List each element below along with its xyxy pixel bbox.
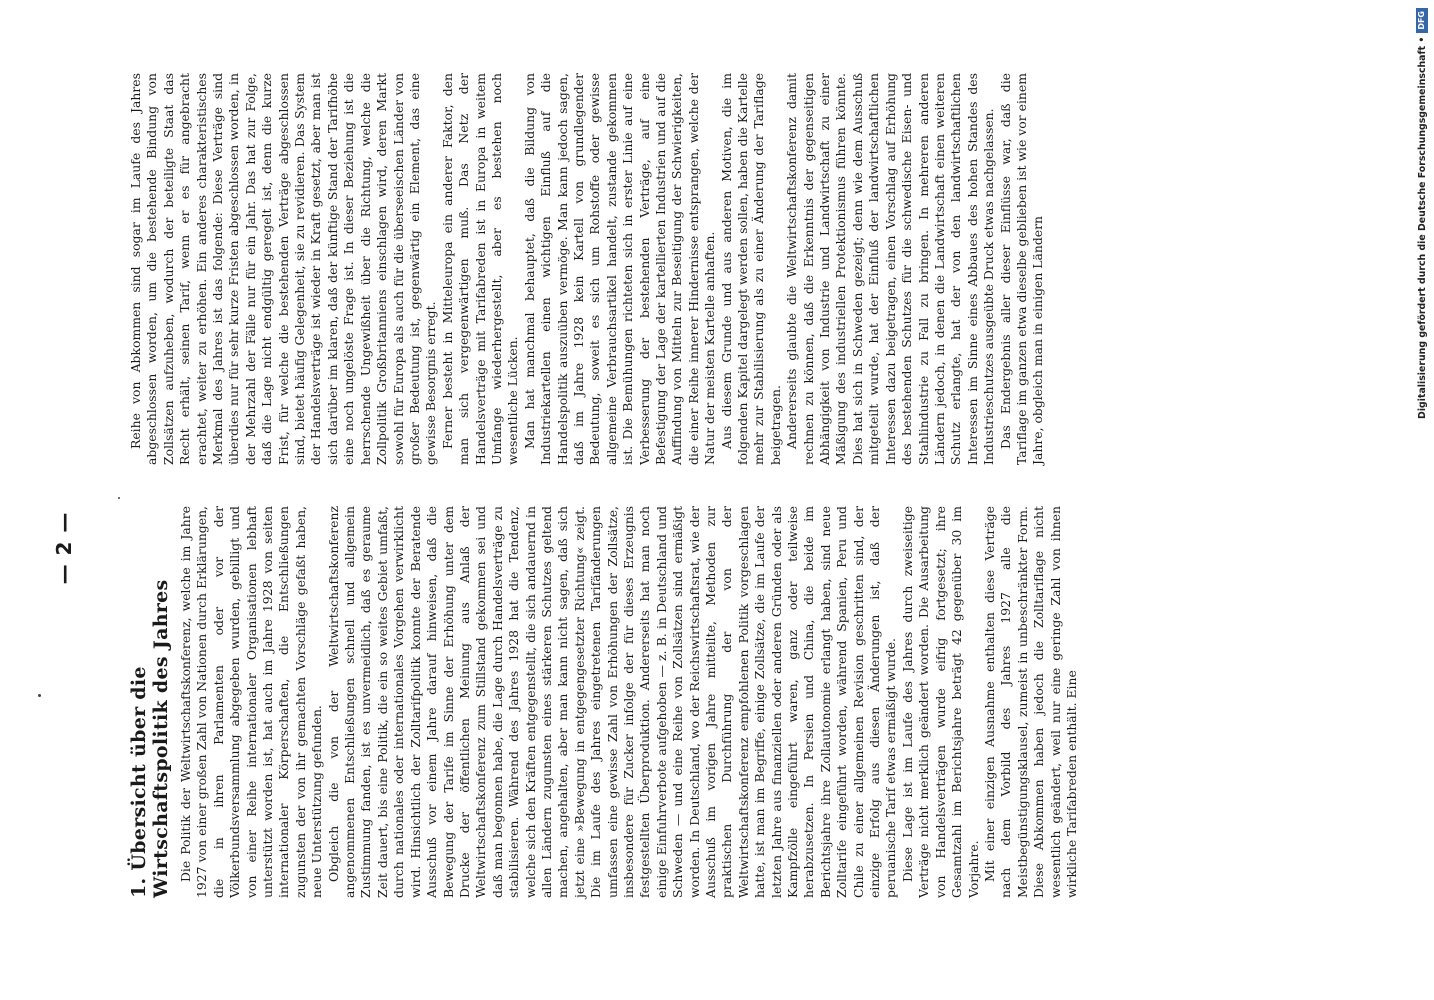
section-heading: 1. Übersicht über die Wirtschaftspolitik des Jahres bbox=[128, 579, 172, 898]
paragraph: Die Politik der Weltwirtschaftskonferenz, welche im Jahre 1927 von einer großen Zahl von Nationen durch Erklärungen, die in ihren Parlamenten oder vor der Völkerbundsversammlung abgegeben wurden, gebilligt und von einer Reihe internationaler Organisationen lebhaft unterstützt worden ist, hat auch im Jahre 1928 von seiten internationaler Körperschaften, die Entschließungen zugunsten der von ihr gemachten Vorschläge gefaßt haben, neue Unterstützung gefunden. bbox=[178, 506, 325, 898]
paragraph: Ferner besteht in Mitteleuropa ein anderer Faktor, den man sich vergegenwärtigen muß. Das Netz der Handelsverträge mit Tarifabreden ist in Europa in weitem Umfange wiederhergestellt, aber es bestehen noch wesentliche Lücken. bbox=[439, 73, 521, 465]
scan-speck bbox=[118, 497, 120, 499]
paragraph: Obgleich die von der Weltwirtschaftskonferenz angenommenen Entschließungen schnell und allgemein Zustimmung fanden, ist es unvermeidlich, daß es geraume Zeit dauert, bis eine Politik, die ein so weites Gebiet umfaßt, durch nationales oder internationales Vorgehen verwirklicht wird. Hinsichtlich der Zolltarifpolitik konnte der Beratende Ausschuß vor einem Jahre darauf hinweisen, daß die Bewegung der Tarife im Sinne der Erhöhung unter dem Drucke der öffentlichen Meinung aus Anlaß der Weltwirtschaftskonferenz zum Stillstand gekommen sei und daß man begonnen habe, die Lage durch Handelsverträge zu stabilisieren. Während des Jahres 1928 hat die Tendenz, welche sich den Kräften entgegenstellt, die sich andauernd in allen Ländern zugunsten eines stärkeren Schutzes geltend machen, angehalten, aber man kann nicht sagen, daß sich jetzt eine »Bewegung in entgegengesetzter Richtung« zeigt. Die im Laufe des Jahres eingetretenen Tarifänderungen umfassen eine gewisse Zahl von Erhöhungen der Zollsätze, insbesondere für Zucker infolge der für dieses Erzeugnis festgestellten Überproduktion. Andererseits hat man noch einige Einfuhrverbote aufgehoben — z. B. in Deutschland und Schweden — und eine Reihe von Zollsätzen sind ermäßigt worden. In Deutschland, wo der Reichswirtschaftsrat, wie der Ausschuß im vorigen Jahre mitteilte, Methoden zur praktischen Durchführung der von der Weltwirtschaftskonferenz empfohlenen Politik vorgeschlagen hatte, ist man im Begriffe, einige Zollsätze, die im Laufe der letzten Jahre aus finanziellen oder anderen Gründen oder als Kampfzölle eingeführt waren, ganz oder teilweise herabzusetzen. In Persien und China, die beide im Berichtsjahre ihre Zollautonomie erlangt haben, sind neue Zolltarife eingeführt worden, während Spanien, Peru und Chile zu einer allgemeinen Revision geschritten sind, der einzige Erfolg aus diesen Änderungen ist, daß der peruanische Tarif etwas ermäßigt wurde. bbox=[325, 506, 899, 898]
paragraph: Andererseits glaubte die Weltwirtschaftskonferenz damit rechnen zu können, daß die Erkenntnis der gegenseitigen Abhängigkeit von Industrie und Landwirtschaft zu einer Mäßigung des industriellen Protektionismus führen könnte. Dies hat sich in Schweden gezeigt; denn wie dem Ausschuß mitgeteilt wurde, hat der Einfluß der landwirtschaftlichen Interessen dazu beigetragen, einen Vorschlag auf Erhöhung des bestehenden Schutzes für die schwedische Eisen- und Stahlindustrie zu Fall zu bringen. In mehreren anderen Ländern jedoch, in denen die Landwirtschaft einen weiteren Schutz erlangte, hat der von den landwirtschaftlichen Interessen im Sinne eines Abbaues des hohen Standes des Industrieschutzes ausgeübte Druck etwas nachgelassen. bbox=[784, 73, 997, 465]
paragraph: Reihe von Abkommen sind sogar im Laufe des Jahres abgeschlossen worden, um die bestehende Bindung von Zollsätzen aufzuheben, wodurch der beteiligte Staat das Recht erhält, seinen Tarif, wenn er es für angebracht erachtet, weiter zu erhöhen. Ein anderes charakteristisches Merkmal des Jahres ist das folgende: Diese Verträge sind überdies nur für sehr kurze Fristen abgeschlossen worden, in der Mehrzahl der Fälle nur für ein Jahr. Das hat zur Folge, daß die Lage nicht endgültig geregelt ist, denn die kurze Frist, für welche die bestehenden Verträge abgeschlossen sind, bietet häufig Gelegenheit, sie zu revidieren. Das System der Handelsverträge ist wieder in Kraft gesetzt, aber man ist sich darüber im klaren, daß der künftige Stand der Tarifhöhe eine noch ungelöste Frage ist. In dieser Beziehung ist die herrschende Ungewißheit über die Richtung, welche die Zollpolitik Großbritanniens einschlagen wird, deren Markt sowohl für Europa als auch für die überseeischen Länder von großer Bedeutung ist, gegenwärtig ein Element, das eine gewisse Besorgnis erregt. bbox=[128, 73, 439, 465]
paragraph: Das Endergebnis aller dieser Einflüsse war, daß die Tariflage im ganzen etwa dieselbe geblieben ist wie vor einem Jahre, obgleich man in einigen Ländern bbox=[997, 73, 1046, 465]
scan-speck bbox=[38, 694, 41, 697]
page-number: — 2 — bbox=[52, 511, 76, 585]
scanned-page bbox=[50, 73, 1350, 998]
paragraph: Diese Lage ist im Laufe des Jahres durch zweiseitige Verträge nicht merklich geändert worden. Die Ausarbeitung von Handelsverträgen wurde eifrig fortgesetzt; ihre Gesamtzahl im Berichtsjahre beträgt 42 gegenüber 30 im Vorjahre. bbox=[899, 506, 981, 898]
text-column-right bbox=[128, 73, 1047, 465]
stamp-text: Digitalisierung gefördert durch die Deutsche Forschungsgemeinschaft • bbox=[1416, 36, 1428, 419]
paragraph: Aus diesem Grunde und aus anderen Motiven, die im folgenden Kapitel dargelegt werden sollen, haben die Kartelle mehr zur Stabilisierung als zu einer Änderung der Tariflage beigetragen. bbox=[718, 73, 783, 465]
text-column-left bbox=[128, 506, 1080, 898]
digitization-stamp bbox=[1412, 8, 1432, 992]
dfg-logo: DFG bbox=[1416, 8, 1428, 33]
paragraph: Man hat manchmal behauptet, daß die Bildung von Industriekartellen einen wichtigen Einfluß auf die Handelspolitik auszuüben vermöge. Man kann jedoch sagen, daß im Jahre 1928 kein Kartell von grundlegender Bedeutung, soweit es sich um Rohstoffe oder gewisse allgemeine Verbrauchsartikel handelt, zustande gekommen ist. Die Bemühungen richteten sich in erster Linie auf eine Verbesserung der bestehenden Verträge, auf eine Befestigung der Lage der kartellierten Industrien und auf die Auffindung von Mitteln zur Beseitigung der Schwierigkeiten, die einer Reihe innerer Hindernisse entsprangen, welche der Natur der meisten Kartelle anhaften. bbox=[521, 73, 718, 465]
paragraph: Mit einer einzigen Ausnahme enthalten diese Verträge nach dem Vorbild des Jahres 1927 alle die Meistbegünstigungsklausel, zumeist in unbeschränkter Form. Diese Abkommen haben jedoch die Zolltariflage nicht wesentlich geändert, weil nur eine geringe Zahl von ihnen wirkliche Tarifabreden enthält. Eine bbox=[981, 506, 1079, 898]
